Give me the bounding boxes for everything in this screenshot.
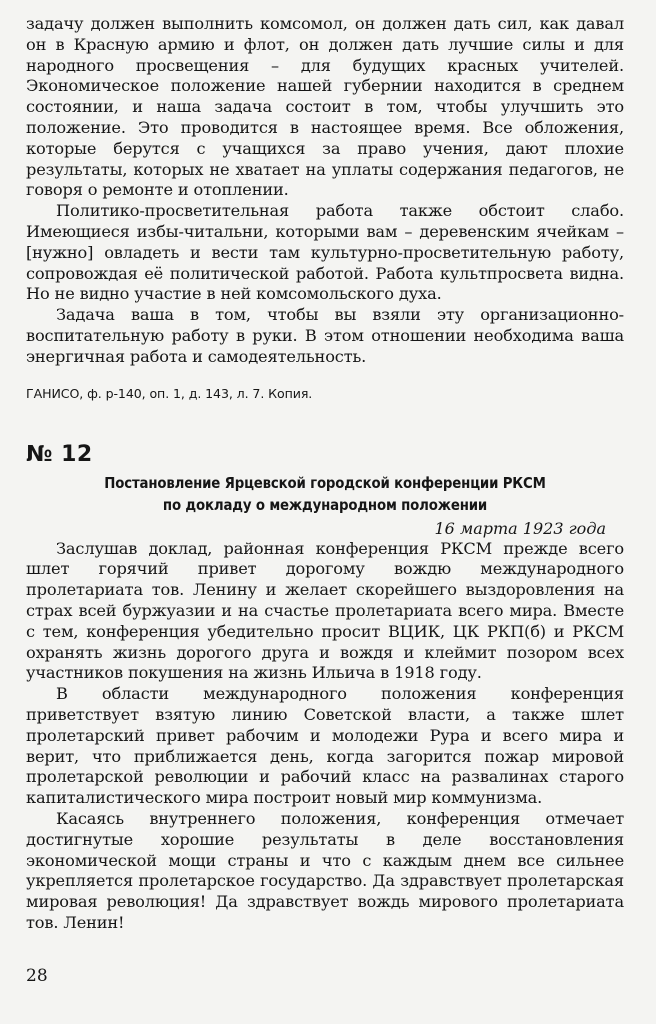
paragraph-international: В области международного положения конференция приветствует взятую линию Советской власти, а также шлет пролетарский привет рабочим и молодежи Рура и всего мира и верит, что приближается день, когда загорится пожар мировой пролетарской революции и рабочий класс на развалинах старого капиталистического мира построит новый мир коммунизма. bbox=[26, 684, 624, 808]
document-date: 16 марта 1923 года bbox=[434, 518, 606, 538]
paragraph-task: Задача ваша в том, чтобы вы взяли эту организационно-воспитательную работу в руки. В этом отношении необходима ваша энергичная работа и самодеятельность. bbox=[26, 305, 624, 366]
page-number: 28 bbox=[26, 966, 48, 986]
document-number: № 12 bbox=[26, 441, 93, 467]
document-title bbox=[68, 472, 582, 516]
archive-source: ГАНИСО, ф. р-140, оп. 1, д. 143, л. 7. Копия. bbox=[26, 385, 313, 401]
document-title-line-1: Постановление Ярцевской городской конференции РКСМ bbox=[104, 473, 546, 492]
paragraph-continuation: задачу должен выполнить комсомол, он должен дать сил, как давал он в Красную армию и флот, он должен дать лучшие силы и для народного просвещения – для будущих красных учителей. Экономическое положение нашей губернии находится в среднем состоянии, и наша задача состоит в том, чтобы улучшить это положение. Это проводится в настоящее время. Все обложения, которые берутся с учащихся за право учения, дают плохие результаты, которых не хватает на уплаты содержания педагогов, не говоря о ремонте и отоплении. bbox=[26, 14, 624, 200]
paragraph-greeting: Заслушав доклад, районная конференция РКСМ прежде всего шлет горячий привет дорогому вождю международного пролетариата тов. Ленину и желает скорейшего выздоровления на страх всей буржуазии и на счастье пролетариата всего мира. Вместе с тем, конференция убедительно просит ВЦИК, ЦК РКП(б) и РКСМ охранять жизнь дорогого друга и вождя и клеймит позором всех участников покушения на жизнь Ильича в 1918 году. bbox=[26, 538, 624, 683]
paragraph-political-work: Политико-просветительная работа также обстоит слабо. Имеющиеся избы-читальни, которыми вам – деревенским ячейкам – [нужно] овладеть и вести там культурно-просветительную работу, сопровождая её политической работой. Работа культпросвета видна. Но не видно участие в ней комсомольского духа. bbox=[26, 201, 624, 304]
document-title-line-2: по докладу о международном положении bbox=[162, 495, 488, 514]
paragraph-internal: Касаясь внутреннего положения, конференция отмечает достигнутые хорошие результаты в деле восстановления экономической мощи страны и что с каждым днем все сильнее укрепляется пролетарское государство. Да здравствует пролетарская мировая революция! Да здравствует вождь мирового пролетариата тов. Ленин! bbox=[26, 808, 624, 932]
page-content bbox=[26, 14, 624, 934]
